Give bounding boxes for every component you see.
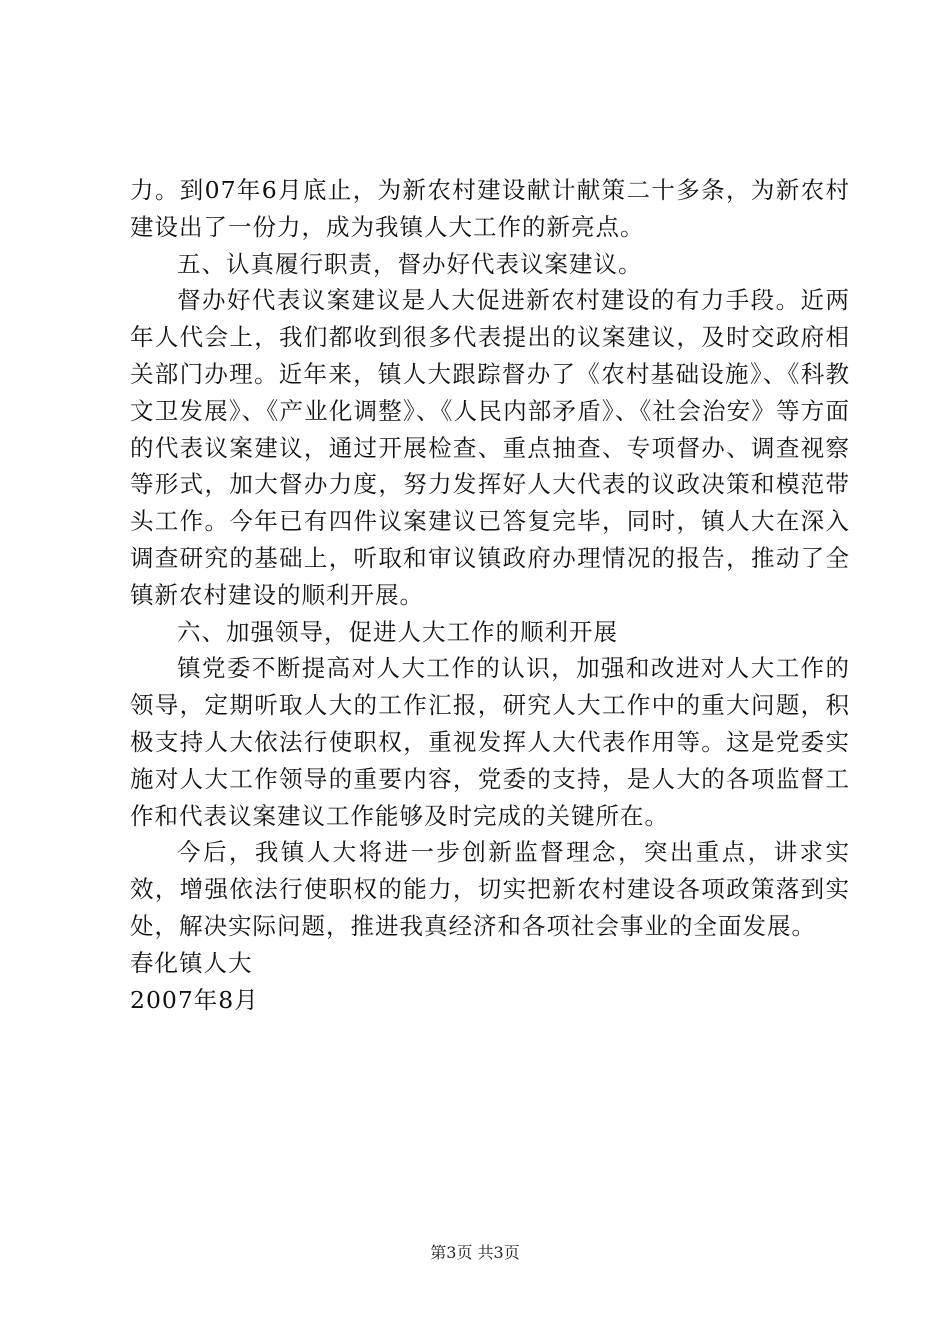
paragraph-proposals: 督办好代表议案建议是人大促进新农村建设的有力手段。近两年人代会上，我们都收到很多代表提出的议案建议，及时交政府相关部门办理。近年来，镇人大跟踪督办了《农村基础设施》、《科教文卫发展》、《产业化调整》、《人民内部矛盾》、《社会治安》等方面的代表议案建议，通过开展检查、重点抽查、专项督办、调查视察等形式，加大督办力度，努力发挥好人大代表的议政决策和模范带头工作。今年已有四件议案建议已答复完毕，同时，镇人大在深入调查研究的基础上，听取和审议镇政府办理情况的报告，推动了全镇新农村建设的顺利开展。 [130, 286, 850, 609]
section-heading-five: 五、认真履行职责，督办好代表议案建议。 [177, 249, 643, 278]
paragraph-leadership: 镇党委不断提高对人大工作的认识，加强和改进对人大工作的领导，定期听取人大的工作汇报，研究人大工作中的重大问题，积极支持人大依法行使职权，重视发挥人大代表作用等。这是党委实施对人大工作领导的重要内容，党委的支持，是人大的各项监督工作和代表议案建议工作能够及时完成的关键所在。 [130, 654, 850, 830]
paragraph-continuation: 力。到07年6月底止，为新农村建设献计献策二十多条，为新农村建设出了一份力，成为我镇人大工作的新亮点。 [130, 176, 850, 241]
signature-date: 2007年8月 [130, 985, 259, 1014]
paragraph-outlook: 今后，我镇人大将进一步创新监督理念，突出重点，讲求实效，增强依法行使职权的能力，切实把新农村建设各项政策落到实处，解决实际问题，推进我真经济和各项社会事业的全面发展。 [130, 838, 850, 940]
page-number-label: 第3页 共3页 [430, 1243, 520, 1262]
section-heading-six: 六、加强领导，促进人大工作的顺利开展 [177, 617, 618, 646]
signature-org: 春化镇人大 [130, 948, 253, 977]
document-body [130, 172, 850, 1018]
page-footer [0, 1243, 950, 1263]
